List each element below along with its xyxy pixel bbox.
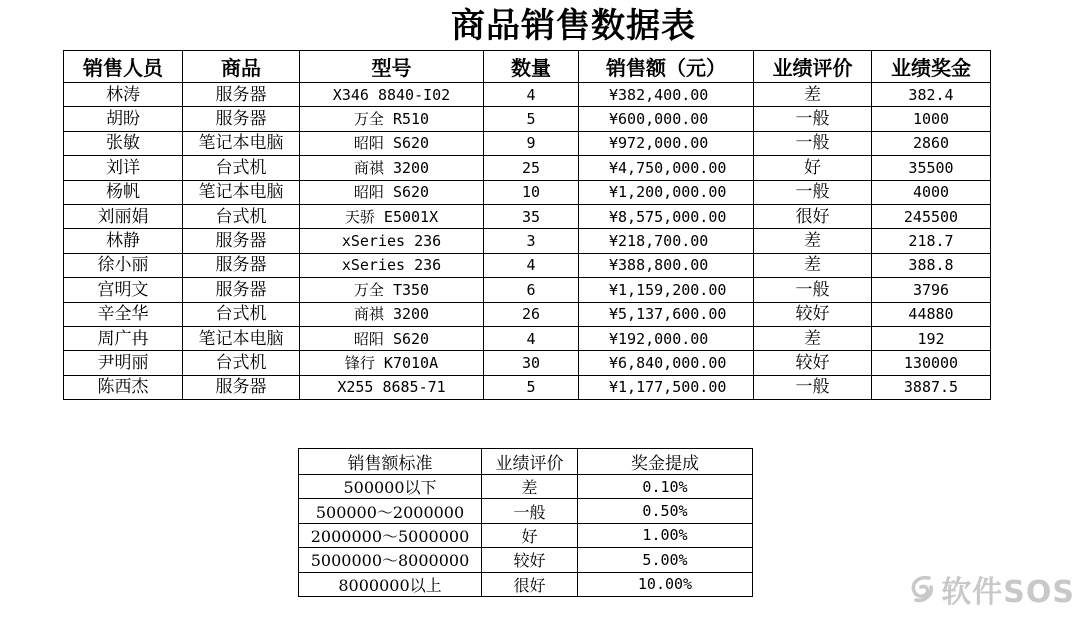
table-cell: 台式机 bbox=[183, 351, 300, 375]
table-row bbox=[299, 499, 753, 523]
table-cell: 胡盼 bbox=[64, 107, 183, 131]
column-header: 业绩评价 bbox=[482, 449, 578, 475]
table-cell: X255 8685-71 bbox=[300, 375, 484, 399]
table-cell: 4000 bbox=[872, 180, 991, 204]
table-cell: 好 bbox=[482, 523, 578, 547]
table-cell: 一般 bbox=[482, 499, 578, 523]
table-cell: 1.00% bbox=[578, 523, 753, 547]
table-cell: 差 bbox=[754, 83, 872, 107]
table-cell: 昭阳 S620 bbox=[300, 180, 484, 204]
table-cell: 2860 bbox=[872, 131, 991, 155]
table-cell: 一般 bbox=[754, 180, 872, 204]
table-cell: 192 bbox=[872, 326, 991, 350]
table-cell: 一般 bbox=[754, 278, 872, 302]
table-row bbox=[299, 548, 753, 572]
table-row bbox=[64, 375, 991, 399]
table-cell: 6 bbox=[484, 278, 579, 302]
table-cell: 林静 bbox=[64, 229, 183, 253]
table-cell: ¥6,840,000.00 bbox=[579, 351, 754, 375]
table-cell: 3887.5 bbox=[872, 375, 991, 399]
table-cell: 锋行 K7010A bbox=[300, 351, 484, 375]
table-cell: 4 bbox=[484, 253, 579, 277]
table-row bbox=[64, 278, 991, 302]
table-header-row bbox=[299, 449, 753, 475]
table-cell: 台式机 bbox=[183, 204, 300, 228]
table-cell: 8000000以上 bbox=[299, 572, 482, 596]
table-row bbox=[299, 572, 753, 596]
table-cell: 昭阳 S620 bbox=[300, 326, 484, 350]
table-cell: 44880 bbox=[872, 302, 991, 326]
table-cell: 一般 bbox=[754, 131, 872, 155]
table-cell: 台式机 bbox=[183, 156, 300, 180]
column-header: 数量 bbox=[484, 51, 579, 83]
table-row bbox=[64, 204, 991, 228]
table-cell: 一般 bbox=[754, 375, 872, 399]
table-cell: ¥1,200,000.00 bbox=[579, 180, 754, 204]
column-header: 业绩奖金 bbox=[872, 51, 991, 83]
table-cell: ¥192,000.00 bbox=[579, 326, 754, 350]
table-cell: 9 bbox=[484, 131, 579, 155]
table-cell: 26 bbox=[484, 302, 579, 326]
table-cell: 一般 bbox=[754, 107, 872, 131]
table-cell: 差 bbox=[754, 253, 872, 277]
table-cell: 218.7 bbox=[872, 229, 991, 253]
page-title: 商品销售数据表 bbox=[451, 6, 696, 46]
table-cell: X346 8840-I02 bbox=[300, 83, 484, 107]
table-cell: 3796 bbox=[872, 278, 991, 302]
table-cell: 5.00% bbox=[578, 548, 753, 572]
table-cell: ¥4,750,000.00 bbox=[579, 156, 754, 180]
column-header: 型号 bbox=[300, 51, 484, 83]
table-cell: 4 bbox=[484, 83, 579, 107]
table-cell: 35 bbox=[484, 204, 579, 228]
table-cell: 张敏 bbox=[64, 131, 183, 155]
column-header: 销售额（元） bbox=[579, 51, 754, 83]
table-cell: 天骄 E5001X bbox=[300, 204, 484, 228]
column-header: 销售额标准 bbox=[299, 449, 482, 475]
table-cell: 差 bbox=[482, 475, 578, 499]
swirl-logo-icon bbox=[907, 574, 937, 604]
table-cell: 服务器 bbox=[183, 107, 300, 131]
table-cell: 较好 bbox=[754, 302, 872, 326]
table-cell: 4 bbox=[484, 326, 579, 350]
table-cell: 35500 bbox=[872, 156, 991, 180]
table-cell: 382.4 bbox=[872, 83, 991, 107]
table-row bbox=[64, 107, 991, 131]
table-cell: 万全 T350 bbox=[300, 278, 484, 302]
table-cell: 10.00% bbox=[578, 572, 753, 596]
table-row bbox=[64, 180, 991, 204]
table-cell: ¥5,137,600.00 bbox=[579, 302, 754, 326]
table-row bbox=[64, 253, 991, 277]
table-cell: ¥218,700.00 bbox=[579, 229, 754, 253]
table-cell: 很好 bbox=[754, 204, 872, 228]
table-cell: 服务器 bbox=[183, 278, 300, 302]
table-cell: ¥388,800.00 bbox=[579, 253, 754, 277]
table-cell: 3 bbox=[484, 229, 579, 253]
table-cell: 很好 bbox=[482, 572, 578, 596]
table-cell: 2000000～5000000 bbox=[299, 523, 482, 547]
table-cell: 245500 bbox=[872, 204, 991, 228]
table-cell: 刘详 bbox=[64, 156, 183, 180]
table-row bbox=[299, 523, 753, 547]
sales-data-table bbox=[63, 50, 991, 400]
table-cell: 较好 bbox=[754, 351, 872, 375]
column-header: 奖金提成 bbox=[578, 449, 753, 475]
table-cell: xSeries 236 bbox=[300, 253, 484, 277]
table-cell: 服务器 bbox=[183, 83, 300, 107]
table-cell: 1000 bbox=[872, 107, 991, 131]
table-row bbox=[64, 131, 991, 155]
table-cell: 差 bbox=[754, 326, 872, 350]
table-cell: ¥1,159,200.00 bbox=[579, 278, 754, 302]
column-header: 业绩评价 bbox=[754, 51, 872, 83]
table-cell: 10 bbox=[484, 180, 579, 204]
table-cell: 杨帆 bbox=[64, 180, 183, 204]
table-cell: 0.10% bbox=[578, 475, 753, 499]
table-cell: 服务器 bbox=[183, 253, 300, 277]
table-cell: 服务器 bbox=[183, 375, 300, 399]
table-cell: 388.8 bbox=[872, 253, 991, 277]
table-cell: 笔记本电脑 bbox=[183, 180, 300, 204]
table-cell: 5000000～8000000 bbox=[299, 548, 482, 572]
table-cell: 台式机 bbox=[183, 302, 300, 326]
table-cell: 辛全华 bbox=[64, 302, 183, 326]
table-cell: ¥972,000.00 bbox=[579, 131, 754, 155]
table-cell: 商祺 3200 bbox=[300, 156, 484, 180]
table-cell: 陈西杰 bbox=[64, 375, 183, 399]
table-cell: 较好 bbox=[482, 548, 578, 572]
table-cell: 尹明丽 bbox=[64, 351, 183, 375]
table-cell: 好 bbox=[754, 156, 872, 180]
table-row bbox=[64, 326, 991, 350]
table-cell: 笔记本电脑 bbox=[183, 131, 300, 155]
table-cell: 万全 R510 bbox=[300, 107, 484, 131]
watermark bbox=[907, 567, 1075, 611]
table-row bbox=[299, 475, 753, 499]
table-cell: xSeries 236 bbox=[300, 229, 484, 253]
table-cell: 宫明文 bbox=[64, 278, 183, 302]
table-cell: 25 bbox=[484, 156, 579, 180]
watermark-text: 软件SOS bbox=[941, 575, 1075, 610]
column-header: 商品 bbox=[183, 51, 300, 83]
table-row bbox=[64, 156, 991, 180]
column-header: 销售人员 bbox=[64, 51, 183, 83]
table-cell: 周广冉 bbox=[64, 326, 183, 350]
table-cell: ¥1,177,500.00 bbox=[579, 375, 754, 399]
table-cell: 5 bbox=[484, 107, 579, 131]
table-cell: 0.50% bbox=[578, 499, 753, 523]
table-cell: ¥8,575,000.00 bbox=[579, 204, 754, 228]
table-cell: 徐小丽 bbox=[64, 253, 183, 277]
table-row bbox=[64, 351, 991, 375]
bonus-standard-table bbox=[298, 448, 753, 597]
table-cell: 商祺 3200 bbox=[300, 302, 484, 326]
table-cell: 笔记本电脑 bbox=[183, 326, 300, 350]
table-row bbox=[64, 83, 991, 107]
table-cell: 差 bbox=[754, 229, 872, 253]
table-cell: ¥600,000.00 bbox=[579, 107, 754, 131]
table-cell: ¥382,400.00 bbox=[579, 83, 754, 107]
table-cell: 昭阳 S620 bbox=[300, 131, 484, 155]
table-row bbox=[64, 229, 991, 253]
table-row bbox=[64, 302, 991, 326]
table-cell: 服务器 bbox=[183, 229, 300, 253]
table-cell: 130000 bbox=[872, 351, 991, 375]
table-cell: 林涛 bbox=[64, 83, 183, 107]
table-cell: 500000～2000000 bbox=[299, 499, 482, 523]
table-cell: 5 bbox=[484, 375, 579, 399]
table-cell: 30 bbox=[484, 351, 579, 375]
table-header-row bbox=[64, 51, 991, 83]
table-cell: 500000以下 bbox=[299, 475, 482, 499]
table-cell: 刘丽娟 bbox=[64, 204, 183, 228]
